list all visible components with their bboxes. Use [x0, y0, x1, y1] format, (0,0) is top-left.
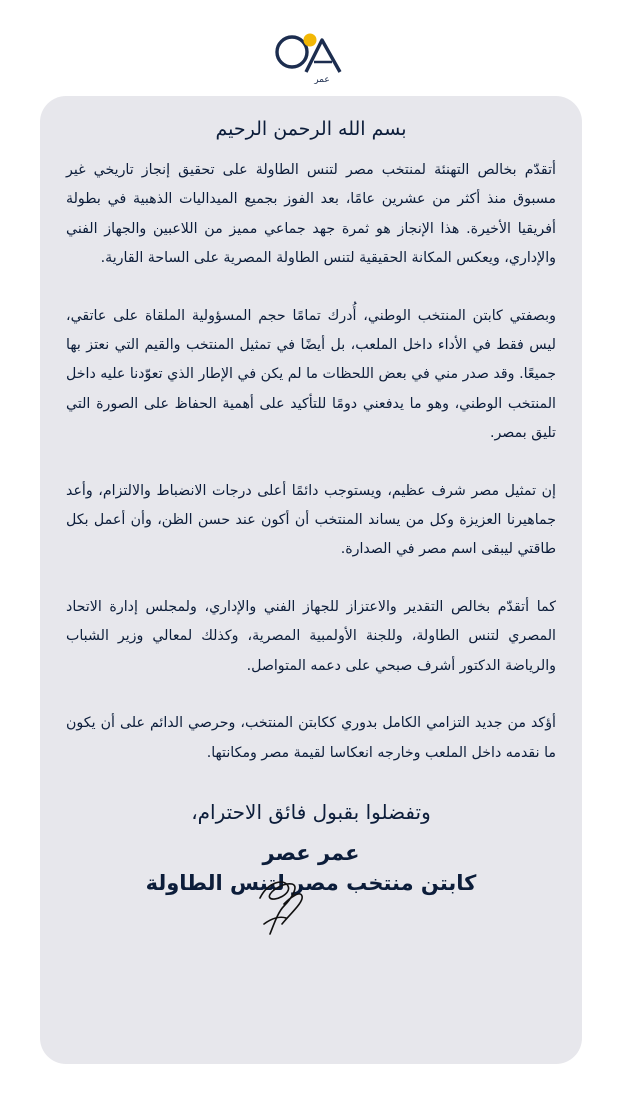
signer-name: عمر عصر	[262, 840, 360, 865]
letter-paragraph-1: أتقدّم بخالص التهنئة لمنتخب مصر لتنس الطاولة على تحقيق إنجاز تاريخي غير مسبوق منذ أكثر من عشرين عامًا، بعد الفوز بجميع الميداليات الذهبية في بطولة أفريقيا الأخيرة. هذا الإنجاز هو ثمرة جهد جماعي مميز من اللاعبين والجهاز الفني والإداري، ويعكس المكانة الحقيقية لتنس الطاولة المصرية على الساحة القارية.	[66, 162, 556, 267]
oa-monogram-logo-icon	[270, 28, 354, 84]
signer-title: كابتن منتخب مصر لتنس الطاولة	[145, 870, 477, 895]
letter-paragraph-5: أؤكد من جديد التزامي الكامل بدوري ككابتن المنتخب، وحرصي الدائم على أن يكون ما نقدمه داخل الملعب وخارجه انعكاسا لقيمة مصر ومكانتها.	[66, 715, 556, 761]
basmala-heading: بسم الله الرحمن الرحيم	[215, 118, 407, 140]
handwritten-signature-icon	[230, 868, 320, 948]
letter-paragraph-3: إن تمثيل مصر شرف عظيم، ويستوجب دائمًا أعلى درجات الانضباط والالتزام، وأعد جماهيرنا العزيزة وكل من يساند المنتخب أن أكون عند حسن الظن، وأن أعمل بكل طاقتي ليبقى اسم مصر في الصدارة.	[66, 482, 556, 558]
letter-paragraph-4: كما أتقدّم بخالص التقدير والاعتزاز للجهاز الفني والإداري، ولمجلس إدارة الاتحاد المصري لتنس الطاولة، وللجنة الأولمبية المصرية، وكذلك لمعالي وزير الشباب والرياضة الدكتور أشرف صبحي على دعمه المتواصل.	[66, 598, 556, 674]
logo-text: عمر	[314, 75, 330, 84]
letter-paragraph-2: وبصفتي كابتن المنتخب الوطني، أُدرك تمامًا حجم المسؤولية الملقاة على عاتقي، ليس فقط في الأداء داخل الملعب، بل أيضًا في تمثيل المنتخب والقيم التي نعتز بها جميعًا. وقد صدر مني في بعض اللحظات ما لم يكن في الإطار الذي تعوّدنا عليه داخل المنتخب الوطني، وهو ما يدفعني دومًا للتأكيد على أهمية الحفاظ على الصورة التي تليق بمصر.	[66, 307, 556, 442]
closing-line: وتفضلوا بقبول فائق الاحترام،	[191, 799, 431, 824]
